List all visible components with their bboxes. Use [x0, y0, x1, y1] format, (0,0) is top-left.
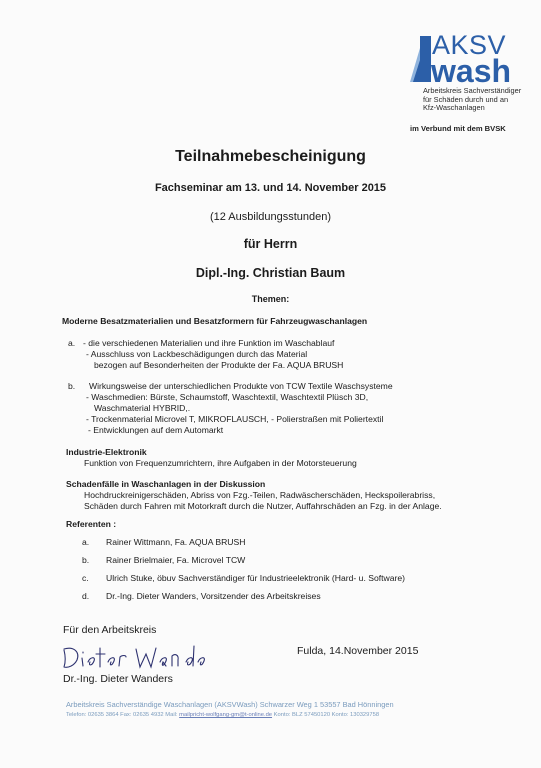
footer-contact: [66, 712, 379, 718]
logo-mark-icon: [410, 36, 432, 82]
recipient-name: Dipl.-Ing. Christian Baum: [195, 266, 346, 280]
hours-line: (12 Ausbildungsstunden): [209, 211, 332, 223]
logo-aksv-text: AKSV: [432, 30, 507, 60]
item-a-line: bezogen auf Besonderheiten der Produkte der Fa. AQUA BRUSH: [94, 360, 344, 370]
item-a-marker: a.: [68, 338, 76, 348]
topic-heading: Moderne Besatzmaterialien und Besatzformern für Fahrzeugwaschanlagen: [62, 316, 368, 326]
item-b-line: - Trockenmaterial Microvel T, MIKROFLAUSCH, - Polierstraßen mit Poliertextil: [86, 414, 384, 424]
industrie-text: Funktion von Frequenzumrichtern, ihre Aufgaben in der Motorsteuerung: [84, 458, 357, 468]
logo-subtitle-line: Kfz-Waschanlagen: [423, 103, 485, 113]
item-b-line: Wirkungsweise der unterschiedlichen Produkte von TCW Textile Waschsysteme: [89, 381, 393, 391]
schaden-heading: Schadenfälle in Waschanlagen in der Diskussion: [66, 479, 266, 489]
logo-subtitle-line: Arbeitskreis Sachverständiger: [423, 86, 522, 95]
referent-name: Ulrich Stuke, öbuv Sachverständiger für Industrieelektronik (Hard- u. Software): [106, 573, 406, 583]
item-a-line: - die verschiedenen Materialien und ihre Funktion im Waschablauf: [83, 338, 335, 348]
handwritten-signature: [60, 640, 210, 672]
referent-marker: d.: [82, 591, 90, 601]
logo-subtitle-line: für Schäden durch und an: [423, 94, 509, 104]
logo-subtitle: [423, 87, 538, 113]
referent-name: Rainer Wittmann, Fa. AQUA BRUSH: [106, 537, 246, 547]
schaden-line: Hochdruckreinigerschäden, Abriss von Fzg.-Teilen, Radwäscherschäden, Heckspoilerabriss,: [84, 490, 436, 500]
schaden-line: Schäden durch Fahren mit Motorkraft durch die Nutzer, Auffahrschäden an Fzg. in der Anlage.: [84, 501, 442, 511]
item-a-line: - Ausschluss von Lackbeschädigungen durch das Material: [86, 349, 308, 359]
item-b-line: Waschmaterial HYBRID,.: [94, 403, 191, 413]
footer-email-link[interactable]: mailpricht-wolfgang-gm@t-online.de: [179, 712, 273, 718]
referent-name: Rainer Brielmaier, Fa. Microvel TCW: [106, 555, 246, 565]
document-title: Teilnahmebescheinigung: [175, 148, 366, 165]
seminar-line: Fachseminar am 13. und 14. November 2015: [154, 182, 387, 194]
item-b-marker: b.: [68, 381, 76, 391]
footer-phone-fax: Telefon: 02635 3864 Fax: 02635 4932 Mail:: [66, 712, 178, 718]
referenten-heading: Referenten :: [66, 519, 117, 529]
place-date: Fulda, 14.November 2015: [297, 645, 419, 657]
footer-address: Arbeitskreis Sachverständige Waschanlagen (AKSVWash) Schwarzer Weg 1 53557 Bad Hönningen: [66, 700, 394, 709]
themen-label: Themen:: [251, 294, 290, 304]
logo-verbund-text: im Verbund mit dem BVSK: [410, 124, 506, 133]
item-b-line: - Entwicklungen auf dem Automarkt: [88, 425, 224, 435]
logo-wash-text: wash: [431, 53, 512, 89]
referent-marker: b.: [82, 555, 90, 565]
for-arbeitskreis-label: Für den Arbeitskreis: [63, 624, 157, 636]
industrie-heading: Industrie-Elektronik: [66, 447, 147, 457]
item-b-line: - Waschmedien: Bürste, Schaumstoff, Waschtextil, Waschtextil Plüsch 3D,: [86, 392, 369, 402]
recipient-salutation: für Herrn: [243, 237, 298, 251]
footer-bank: Konto: BLZ 57450120 Konto: 130329758: [273, 712, 380, 718]
signatory-name: Dr.-Ing. Dieter Wanders: [63, 673, 173, 685]
referent-marker: c.: [82, 573, 89, 583]
referent-name: Dr.-Ing. Dieter Wanders, Vorsitzender des Arbeitskreises: [106, 591, 321, 601]
referent-marker: a.: [82, 537, 90, 547]
